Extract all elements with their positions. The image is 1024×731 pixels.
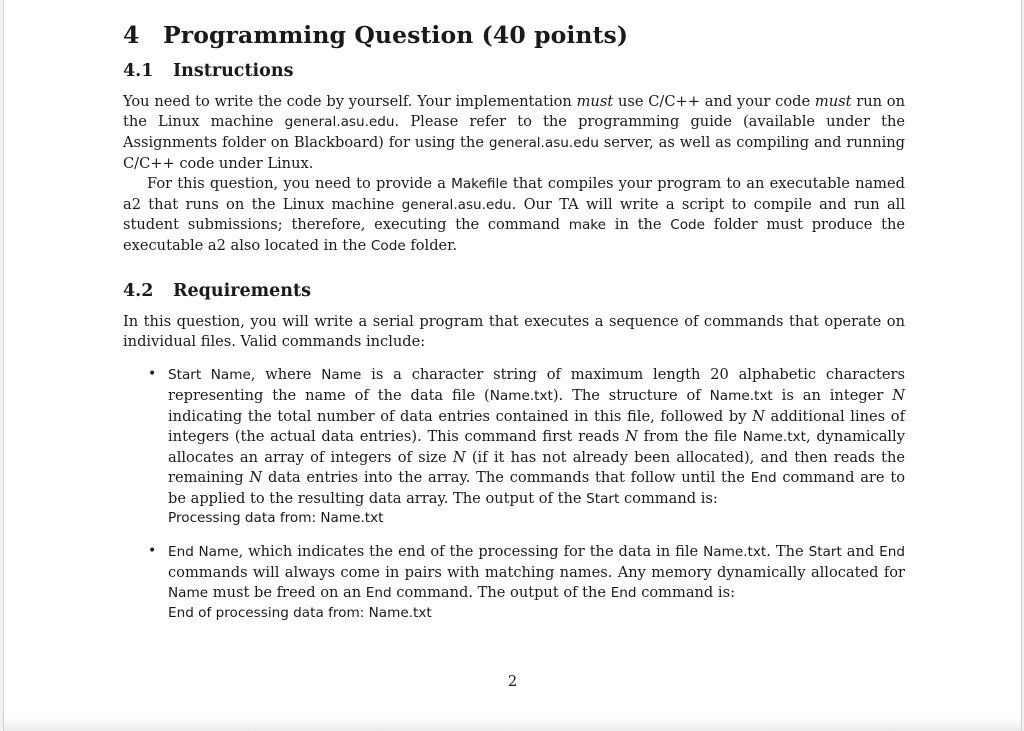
page-shadow (4, 717, 1021, 731)
instructions-number: 4.1 (123, 61, 154, 81)
makefile-term: Makefile (451, 175, 508, 192)
end-term: End (610, 585, 637, 602)
start-term: Start (586, 490, 620, 507)
start-command: Start Name (168, 367, 251, 384)
code-folder-term: Code (370, 238, 406, 255)
math-n: N (752, 407, 765, 425)
text-run: . Our TA will write a script to compile and run all student submissions; therefore, executing the command (123, 195, 906, 234)
end-command: End Name (168, 544, 239, 561)
text-run: , dynamically allocates an array of integers of size (168, 427, 905, 466)
requirements-intro: In this question, you will write a serial program that executes a sequence of commands that operate on individual files. Valid commands include: (123, 313, 905, 351)
text-run: commands will always come in pairs with matching names. Any memory dynamically allocated for (168, 564, 905, 582)
requirements-heading (123, 279, 905, 303)
math-n: N (625, 427, 638, 445)
text-run: indicating the total number of data entries contained in this file, followed by (168, 407, 753, 425)
text-run: from the file (637, 427, 743, 445)
text-run: is an integer (772, 386, 893, 404)
end-term: End (365, 585, 392, 602)
instructions-title: Instructions (173, 61, 294, 81)
text-run: folder. (405, 237, 458, 255)
section-title: Programming Question (40 points) (163, 21, 629, 49)
file-name: Name.txt (742, 428, 806, 445)
emphasis-must: must (576, 93, 614, 110)
server-name: general.asu.edu (488, 134, 599, 151)
instructions-paragraph-1 (123, 92, 905, 174)
command-list (123, 365, 905, 624)
emphasis-must: must (814, 93, 852, 110)
end-output-example: End of processing data from: Name.txt (168, 605, 432, 622)
text-run: and (841, 543, 880, 561)
text-run: command is: (636, 584, 735, 602)
text-run: folder must produce the executable a2 also located in the (123, 216, 905, 255)
name-term: Name (321, 367, 362, 384)
text-run: For this question, you need to provide a (147, 174, 452, 192)
start-term: Start (808, 544, 842, 561)
text-run: in the (606, 216, 671, 234)
text-run: command are to be applied to the resulting data array. The output of the (168, 468, 905, 507)
text-run: command. The output of the (391, 584, 611, 602)
text-run: . The (766, 543, 809, 561)
instructions-paragraph-2 (123, 174, 905, 258)
list-item-start (123, 365, 905, 529)
text-run: must be freed on an (208, 584, 366, 602)
file-name: Name.txt (703, 544, 767, 561)
bullet-icon: • (148, 543, 157, 560)
text-run: run on the Linux machine (123, 93, 905, 130)
make-command: make (568, 217, 607, 234)
text-run: , where (250, 366, 322, 384)
page-number: 2 (507, 673, 518, 690)
page-content (123, 18, 905, 624)
text-run: use C/C++ and your code (613, 93, 815, 110)
math-n: N (892, 386, 905, 404)
document-page (3, 0, 1022, 731)
server-name: general.asu.edu (284, 113, 395, 130)
text-run: , which indicates the end of the processing for the data in file (238, 543, 704, 561)
text-run: You need to write the code by yourself. Your implementation (123, 93, 577, 110)
text-run: data entries into the array. The commands that follow until the (262, 468, 751, 486)
section-heading (123, 18, 905, 52)
requirements-number: 4.2 (123, 281, 154, 302)
file-name: Name.txt (709, 387, 773, 404)
math-n: N (452, 448, 466, 466)
bullet-icon: • (148, 366, 157, 383)
text-run: server, as well as compiling and running C/C++ code under Linux. (123, 133, 906, 172)
section-number: 4 (123, 21, 140, 49)
list-item-end (123, 542, 905, 624)
file-name: Name.txt (489, 387, 553, 404)
end-term: End (879, 544, 906, 561)
text-run: is a character string of maximum length 20 alphabetic characters representing the name of the data file ( (168, 366, 905, 404)
text-run: (if it has not already been allocated), and then reads the remaining (168, 448, 905, 486)
text-run: command is: (619, 489, 718, 507)
text-run: . Please refer to the programming guide (available under the Assignments folder on Blackboard) for using the (123, 112, 905, 151)
name-term: Name (168, 585, 209, 602)
requirements-title: Requirements (173, 281, 311, 302)
instructions-heading (123, 59, 905, 83)
end-term: End (750, 469, 777, 486)
text-run: ). The structure of (552, 386, 710, 404)
code-folder-term: Code (670, 217, 706, 234)
start-output-example: Processing data from: Name.txt (168, 510, 384, 527)
math-n: N (249, 468, 263, 486)
text-run: that compiles your program to an executable named a2 that runs on the Linux machine (123, 174, 905, 213)
server-name: general.asu.edu (401, 196, 512, 213)
text-run: additional lines of integers (the actual data entries). This command first reads (168, 407, 905, 445)
